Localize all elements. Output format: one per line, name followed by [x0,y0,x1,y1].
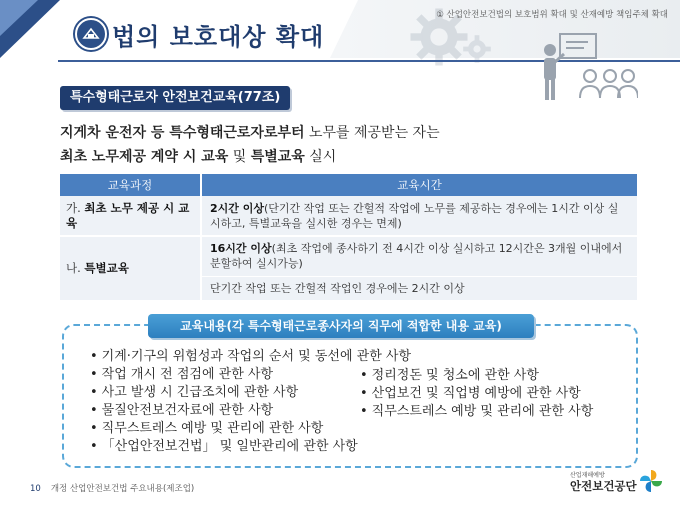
list-item: • 정리정돈 및 청소에 관한 사항 [360,367,593,385]
table-cell-time-2: 단기간 작업 또는 간헐적 작업인 경우에는 2시간 이상 [201,276,637,300]
kosha-logo-icon [638,468,664,494]
list-item: • 기계·기구의 위험성과 작업의 순서 및 동선에 관한 사항 [90,348,411,366]
table-header-course: 교육과정 [60,174,201,196]
intro-line-1-rest: 노무를 제공받는 자는 [304,125,440,141]
list-item: • 사고 발생 시 긴급조치에 관한 사항 [90,384,411,402]
time-detail: (단기간 작업 또는 간헐적 작업에 노무를 제공하는 경우에는 1시간 이상 실시하고, 특별교육을 실시한 경우는 면제) [210,201,619,230]
brand-logo [570,468,670,498]
intro-line-2 [60,146,336,166]
list-item: • 작업 개시 전 점검에 관한 사항 [90,366,411,384]
course-name: 최초 노무 제공 시 교육 [66,200,190,230]
table-cell-time [201,196,637,236]
intro-line-2-bold-2: 특별교육 [250,149,305,165]
table-row [60,236,637,276]
footer-text: 개정 산업안전보건법 주요내용(제조업) [50,484,195,494]
page-number: 10 [30,484,41,494]
intro-line-2-mid: 및 [228,149,251,165]
header-triangle-light [0,0,38,36]
intro-line-1-bold: 지게차 운전자 등 특수형태근로자로부터 [60,125,305,141]
education-table [60,174,637,300]
list-item: • 물질안전보건자료에 관한 사항 [90,402,411,420]
emblem-icon [75,18,107,50]
content-list-right [360,367,593,421]
time-bold: 16시간 이상 [210,242,272,256]
table-cell-course [60,236,201,300]
time-bold: 2시간 이상 [210,201,264,215]
teacher-students-icon [538,32,638,102]
course-name: 특별교육 [84,261,129,275]
intro-line-1 [60,122,440,142]
course-prefix: 가. [66,200,85,215]
list-item: • 직무스트레스 예방 및 관리에 관한 사항 [360,403,593,421]
brand-tagline: 산업재해예방 [570,472,605,479]
table-header-time: 교육시간 [201,174,637,196]
page-title: 법의 보호대상 확대 [112,23,325,51]
content-heading: 교육내용(각 특수형태근로종사자의 직무에 적합한 내용 교육) [148,314,534,338]
intro-line-2-rest: 실시 [304,149,337,165]
table-cell-time [201,236,637,276]
table-header-row [60,174,637,196]
intro-line-2-bold-1: 최초 노무제공 계약 시 교육 [60,149,229,165]
table-row [60,196,637,236]
breadcrumb: ① 산업안전보건법의 보호범위 확대 및 산재예방 책임주체 확대 [436,10,668,20]
list-item: • 산업보건 및 직업병 예방에 관한 사항 [360,385,593,403]
course-prefix: 나. [66,261,85,275]
footer [30,482,194,494]
list-item: • 「산업안전보건법」 및 일반관리에 관한 사항 [90,438,411,456]
list-item: • 직무스트레스 예방 및 관리에 관한 사항 [90,420,411,438]
section-label: 특수형태근로자 안전보건교육(77조) [60,86,290,110]
time-detail: (최초 작업에 종사하기 전 4시간 이상 실시하고 12시간은 3개월 이내에서 분할하여 실시가능) [210,242,623,271]
brand-name: 안전보건공단 [570,479,637,493]
table-cell-course [60,196,201,236]
